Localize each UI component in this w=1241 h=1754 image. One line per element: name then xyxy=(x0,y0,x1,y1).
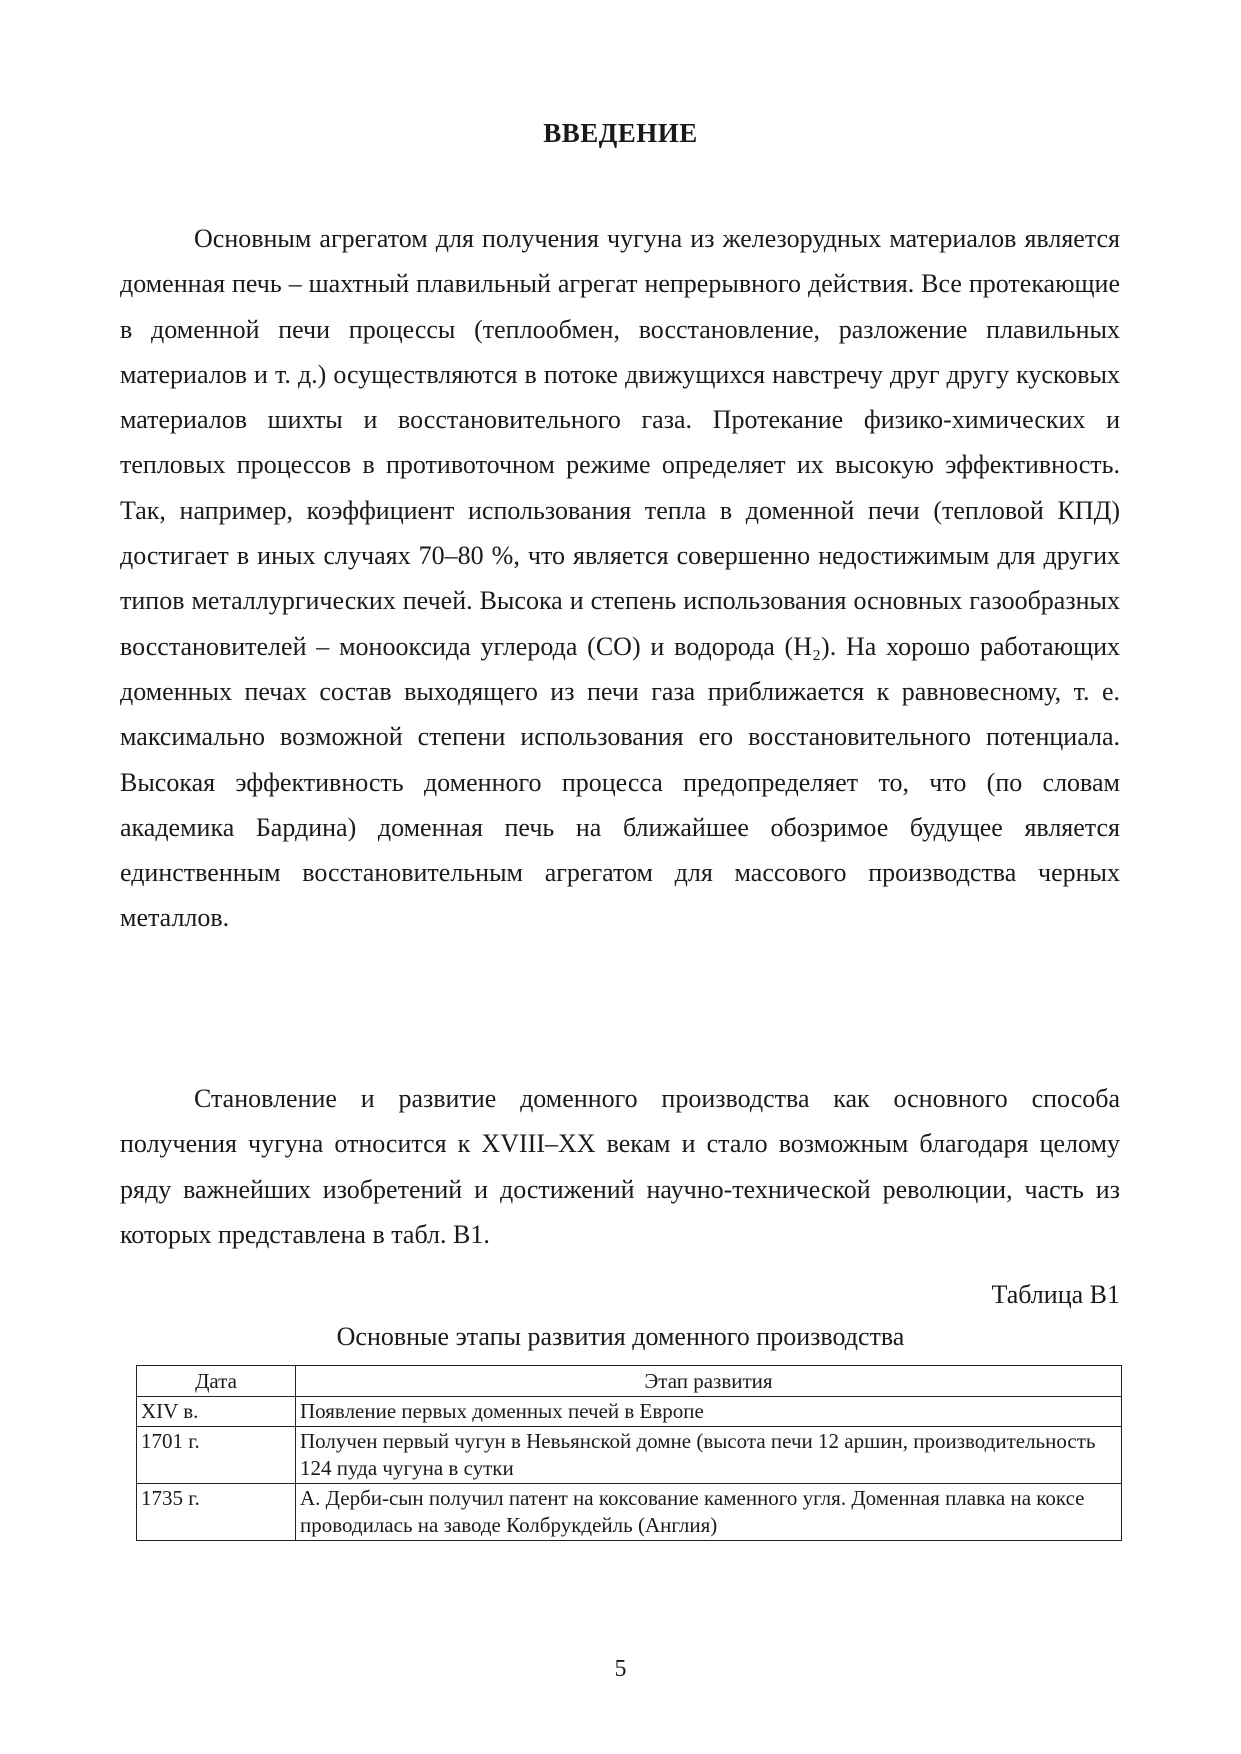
page-title: ВВЕДЕНИЕ xyxy=(543,118,698,148)
stages-table xyxy=(136,1365,1122,1541)
row-stage: А. Дерби-сын получил патент на коксование каменного угля. Доменная плавка на коксе проводилась на заводе Колбрукдейль (Англия) xyxy=(296,1484,1122,1541)
paragraph-1: Основным агрегатом для получения чугуна из железорудных материалов является доменная печь – шахтный плавильный агрегат непрерывного действия. Все протекающие в доменной печи процессы (теплообмен, восстановление, разложение плавильных материалов и т. д.) осуществляются в потоке движущихся навстречу друг другу кусковых материалов шихты и восстановительного газа. Протекание физико-химических и тепловых процессов в противоточном режиме определяет их высокую эффективность. Так, например, коэффициент использования тепла в доменной печи (тепловой КПД) достигает в иных случаях 70–80 %, что является совершенно недостижимым для других типов металлургических печей. Высока и степень использования основных газообразных восстановителей – монооксида углерода (СО) и водорода (H₂). На хорошо работающих доменных печах состав выходящего из печи газа приближается к равновесному, т. е. максимально возможной степени использования его восстановительного потенциала. Высокая эффективность доменного процесса предопределяет то, что (по словам академика Бардина) доменная печь на ближайшее обозримое будущее является единственным восстановительным агрегатом для массового производства черных металлов. xyxy=(120,224,1120,933)
table-row xyxy=(137,1427,1122,1484)
row-date: 1701 г. xyxy=(137,1427,296,1484)
row-date: XIV в. xyxy=(137,1397,296,1427)
row-stage: Получен первый чугун в Невьянской домне (высота печи 12 аршин, производительность 124 пуда чугуна в сутки xyxy=(296,1427,1122,1484)
paragraph-2: Становление и развитие доменного производства как основного способа получения чугуна относится к XVIII–XX векам и стало возможным благодаря целому ряду важнейших изобретений и достижений научно-технической революции, часть из которых представлена в табл. В1. xyxy=(120,1084,1120,1249)
table-row xyxy=(137,1397,1122,1427)
header-stage: Этап развития xyxy=(296,1366,1122,1397)
page-number: 5 xyxy=(614,1656,627,1682)
table-label: Таблица В1 xyxy=(991,1280,1120,1309)
row-date: 1735 г. xyxy=(137,1484,296,1541)
table-caption: Основные этапы развития доменного производства xyxy=(336,1322,905,1351)
table-header-row xyxy=(137,1366,1122,1397)
table-row xyxy=(137,1484,1122,1541)
row-stage: Появление первых доменных печей в Европе xyxy=(296,1397,1122,1427)
header-date: Дата xyxy=(137,1366,296,1397)
